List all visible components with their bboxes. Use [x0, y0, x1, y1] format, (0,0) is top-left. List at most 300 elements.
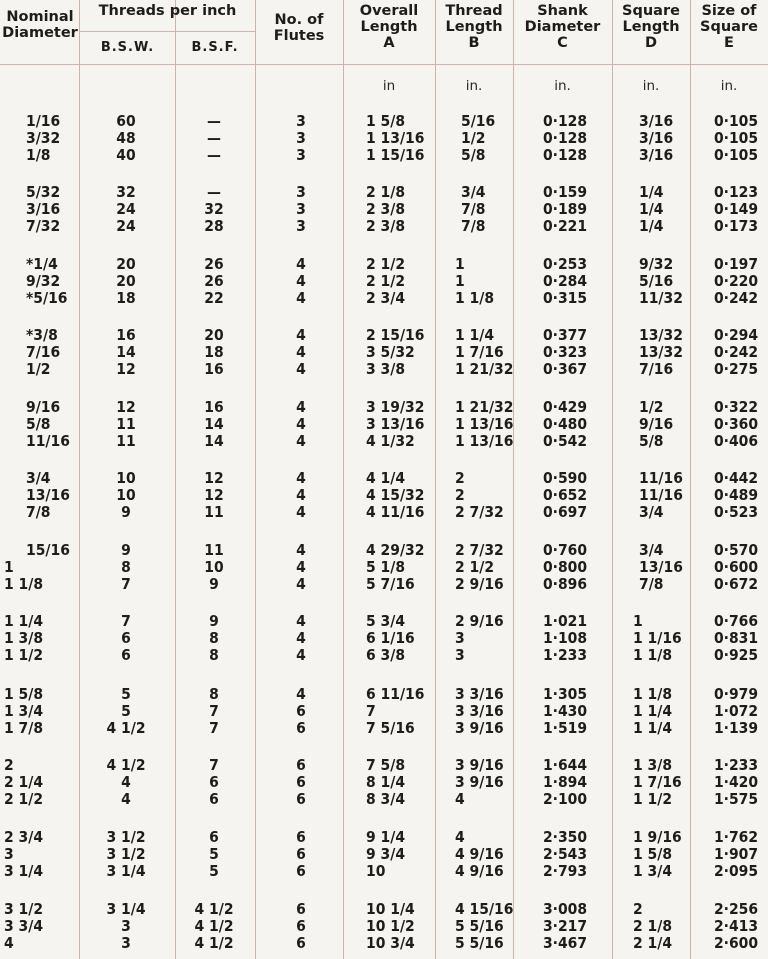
- cell-bsf: 28: [204, 217, 224, 235]
- header-bsw: B.S.W.: [100, 40, 155, 55]
- cell-shank-diameter: 1·108: [542, 629, 588, 647]
- cell-shank-diameter: 3·467: [542, 934, 588, 952]
- cell-shank-diameter: 0·189: [542, 200, 588, 218]
- cell-bsw: 9: [121, 503, 131, 521]
- cell-size-of-square: 0·600: [713, 558, 759, 576]
- cell-square-length: 3/16: [639, 146, 674, 164]
- cell-square-length: 1/4: [639, 217, 664, 235]
- cell-bsf: 8: [209, 646, 219, 664]
- cell-nominal-diameter: 1 1/4: [4, 612, 44, 630]
- cell-shank-diameter: 2·100: [542, 790, 588, 808]
- cell-shank-diameter: 1·519: [542, 719, 588, 737]
- cell-bsw: 5: [121, 702, 131, 720]
- cell-size-of-square: 0·979: [713, 685, 759, 703]
- cell-shank-diameter: 0·159: [542, 183, 588, 201]
- cell-bsf: 10: [204, 558, 224, 576]
- cell-bsf: 8: [209, 629, 219, 647]
- cell-shank-diameter: 1·894: [542, 773, 588, 791]
- cell-square-length: 1 1/4: [633, 719, 673, 737]
- cell-overall-length: 5 7/16: [366, 575, 415, 593]
- cell-flutes: 6: [296, 917, 306, 935]
- cell-thread-length: 3 9/16: [455, 773, 504, 791]
- cell-bsf: 8: [209, 685, 219, 703]
- cell-shank-diameter: 3·217: [542, 917, 588, 935]
- cell-overall-length: 6 11/16: [366, 685, 425, 703]
- cell-nominal-diameter: 3: [4, 845, 14, 863]
- cell-shank-diameter: 1·233: [542, 646, 588, 664]
- cell-overall-length: 5 1/8: [366, 558, 406, 576]
- cell-overall-length: 4 29/32: [366, 541, 425, 559]
- cell-square-length: 1/2: [639, 398, 664, 416]
- cell-nominal-diameter: 1 7/8: [4, 719, 44, 737]
- cell-square-length: 7/8: [639, 575, 664, 593]
- unit-thread-length: in.: [465, 78, 483, 94]
- cell-bsw: 5: [121, 685, 131, 703]
- cell-overall-length: 1 13/16: [366, 129, 425, 147]
- cell-thread-length: 2 7/32: [455, 541, 504, 559]
- cell-thread-length: 1 7/16: [455, 343, 504, 361]
- column-rule: [175, 0, 176, 959]
- cell-shank-diameter: 1·305: [542, 685, 588, 703]
- cell-overall-length: 10 1/2: [366, 917, 415, 935]
- cell-size-of-square: 2·256: [713, 900, 759, 918]
- cell-size-of-square: 2·413: [713, 917, 759, 935]
- cell-size-of-square: 2·600: [713, 934, 759, 952]
- cell-flutes: 6: [296, 845, 306, 863]
- cell-overall-length: 4 1/4: [366, 469, 406, 487]
- cell-nominal-diameter: 15/16: [26, 541, 70, 559]
- cell-nominal-diameter: 1/16: [26, 112, 61, 130]
- cell-flutes: 6: [296, 900, 306, 918]
- cell-bsw: 3 1/4: [106, 900, 146, 918]
- cell-bsf: 22: [204, 289, 224, 307]
- cell-square-length: 3/4: [639, 503, 664, 521]
- cell-bsw: 32: [116, 183, 136, 201]
- unit-shank-diameter: in.: [554, 78, 571, 94]
- cell-shank-diameter: 0·323: [542, 343, 588, 361]
- cell-size-of-square: 0·570: [713, 541, 759, 559]
- cell-flutes: 4: [296, 360, 306, 378]
- cell-bsw: 4: [121, 773, 131, 791]
- cell-shank-diameter: 1·644: [542, 756, 588, 774]
- cell-bsf: 4 1/2: [194, 917, 234, 935]
- cell-nominal-diameter: 1 3/8: [4, 629, 44, 647]
- cell-size-of-square: 0·294: [713, 326, 759, 344]
- cell-bsf: 5: [209, 845, 219, 863]
- cell-nominal-diameter: 1 1/2: [4, 646, 44, 664]
- cell-bsf: —: [207, 112, 221, 130]
- cell-thread-length: 3: [455, 629, 465, 647]
- cell-thread-length: 1/2: [461, 129, 486, 147]
- cell-overall-length: 7 5/16: [366, 719, 415, 737]
- cell-bsf: 9: [209, 575, 219, 593]
- cell-square-length: 1 1/16: [633, 629, 682, 647]
- cell-bsf: 20: [204, 326, 224, 344]
- cell-overall-length: 2 3/8: [366, 217, 406, 235]
- cell-thread-length: 3: [455, 646, 465, 664]
- cell-overall-length: 2 3/4: [366, 289, 406, 307]
- cell-bsw: 4 1/2: [106, 719, 146, 737]
- threads-header-rule: [80, 31, 255, 32]
- cell-shank-diameter: 0·697: [542, 503, 588, 521]
- cell-bsw: 20: [116, 255, 136, 273]
- cell-bsw: 3 1/2: [106, 845, 146, 863]
- cell-flutes: 6: [296, 756, 306, 774]
- cell-shank-diameter: 3·008: [542, 900, 588, 918]
- cell-bsw: 3 1/2: [106, 828, 146, 846]
- cell-thread-length: 1: [455, 272, 465, 290]
- cell-flutes: 4: [296, 469, 306, 487]
- cell-overall-length: 10 3/4: [366, 934, 415, 952]
- cell-nominal-diameter: 2 1/4: [4, 773, 44, 791]
- cell-overall-length: 2 1/2: [366, 272, 406, 290]
- cell-bsf: —: [207, 129, 221, 147]
- column-rule: [255, 0, 256, 959]
- cell-thread-length: 3 9/16: [455, 719, 504, 737]
- unit-square-length: in.: [642, 78, 660, 94]
- cell-flutes: 4: [296, 503, 306, 521]
- cell-thread-length: 1 21/32: [455, 360, 514, 378]
- cell-square-length: 13/16: [639, 558, 683, 576]
- cell-shank-diameter: 0·590: [542, 469, 588, 487]
- cell-size-of-square: 0·105: [713, 112, 759, 130]
- cell-square-length: 1: [633, 612, 643, 630]
- cell-overall-length: 10: [366, 862, 386, 880]
- cell-nominal-diameter: 4: [4, 934, 14, 952]
- cell-nominal-diameter: *3/8: [26, 326, 58, 344]
- cell-bsf: 14: [204, 415, 224, 433]
- cell-bsw: 16: [116, 326, 136, 344]
- cell-overall-length: 8 3/4: [366, 790, 406, 808]
- cell-nominal-diameter: 3/32: [26, 129, 61, 147]
- cell-thread-length: 1: [455, 255, 465, 273]
- cell-size-of-square: 2·095: [713, 862, 759, 880]
- cell-flutes: 6: [296, 862, 306, 880]
- cell-thread-length: 5/8: [461, 146, 486, 164]
- cell-nominal-diameter: 2 3/4: [4, 828, 44, 846]
- cell-shank-diameter: 1·021: [542, 612, 588, 630]
- cell-bsw: 11: [116, 432, 136, 450]
- cell-overall-length: 7: [366, 702, 376, 720]
- cell-bsf: 6: [209, 790, 219, 808]
- cell-size-of-square: 0·442: [713, 469, 759, 487]
- cell-flutes: 6: [296, 719, 306, 737]
- cell-flutes: 4: [296, 289, 306, 307]
- header-thread-length: Thread Length B: [445, 3, 503, 51]
- cell-bsw: 18: [116, 289, 136, 307]
- cell-thread-length: 5 5/16: [455, 934, 504, 952]
- cell-square-length: 11/16: [639, 469, 683, 487]
- unit-size-of-square: in.: [720, 78, 738, 94]
- cell-nominal-diameter: 1/2: [26, 360, 51, 378]
- cell-flutes: 4: [296, 558, 306, 576]
- cell-square-length: 2 1/4: [633, 934, 673, 952]
- cell-thread-length: 4 9/16: [455, 862, 504, 880]
- cell-square-length: 1 1/4: [633, 702, 673, 720]
- cell-bsf: 7: [209, 702, 219, 720]
- cell-nominal-diameter: 13/16: [26, 486, 70, 504]
- cell-square-length: 2: [633, 900, 643, 918]
- cell-thread-length: 2: [455, 469, 465, 487]
- cell-size-of-square: 0·123: [713, 183, 759, 201]
- cell-bsw: 8: [121, 558, 131, 576]
- cell-shank-diameter: 0·896: [542, 575, 588, 593]
- cell-square-length: 11/16: [639, 486, 683, 504]
- cell-bsf: 9: [209, 612, 219, 630]
- cell-flutes: 4: [296, 486, 306, 504]
- header-nominal-diameter: Nominal Diameter: [2, 9, 78, 41]
- cell-flutes: 6: [296, 790, 306, 808]
- cell-bsw: 40: [116, 146, 136, 164]
- cell-size-of-square: 0·672: [713, 575, 759, 593]
- cell-size-of-square: 1·420: [713, 773, 759, 791]
- cell-thread-length: 3 9/16: [455, 756, 504, 774]
- cell-nominal-diameter: 11/16: [26, 432, 70, 450]
- cell-bsw: 12: [116, 360, 136, 378]
- cell-thread-length: 4: [455, 828, 465, 846]
- cell-shank-diameter: 0·128: [542, 129, 588, 147]
- cell-overall-length: 10 1/4: [366, 900, 415, 918]
- cell-shank-diameter: 1·430: [542, 702, 588, 720]
- cell-thread-length: 4 9/16: [455, 845, 504, 863]
- cell-nominal-diameter: *5/16: [26, 289, 68, 307]
- cell-thread-length: 7/8: [461, 200, 486, 218]
- cell-flutes: 4: [296, 432, 306, 450]
- cell-bsf: 5: [209, 862, 219, 880]
- cell-shank-diameter: 0·221: [542, 217, 588, 235]
- cell-size-of-square: 1·233: [713, 756, 759, 774]
- cell-size-of-square: 0·242: [713, 343, 759, 361]
- cell-bsf: 11: [204, 541, 224, 559]
- cell-square-length: 1 3/4: [633, 862, 673, 880]
- cell-nominal-diameter: 1/8: [26, 146, 51, 164]
- cell-thread-length: 2 9/16: [455, 575, 504, 593]
- cell-size-of-square: 1·575: [713, 790, 759, 808]
- cell-bsf: 12: [204, 486, 224, 504]
- cell-bsf: 16: [204, 398, 224, 416]
- cell-thread-length: 3 3/16: [455, 702, 504, 720]
- cell-bsw: 3: [121, 917, 131, 935]
- cell-bsf: 7: [209, 719, 219, 737]
- cell-flutes: 3: [296, 129, 306, 147]
- cell-bsw: 4 1/2: [106, 756, 146, 774]
- cell-square-length: 9/16: [639, 415, 674, 433]
- cell-overall-length: 3 3/8: [366, 360, 406, 378]
- cell-flutes: 3: [296, 112, 306, 130]
- cell-bsf: 4 1/2: [194, 934, 234, 952]
- cell-overall-length: 4 1/32: [366, 432, 415, 450]
- column-rule: [612, 0, 613, 959]
- cell-overall-length: 6 1/16: [366, 629, 415, 647]
- cell-thread-length: 5 5/16: [455, 917, 504, 935]
- cell-shank-diameter: 0·760: [542, 541, 588, 559]
- cell-overall-length: 4 11/16: [366, 503, 425, 521]
- cell-nominal-diameter: 3/16: [26, 200, 61, 218]
- cell-square-length: 1 3/8: [633, 756, 673, 774]
- cell-bsw: 10: [116, 469, 136, 487]
- cell-flutes: 4: [296, 612, 306, 630]
- cell-bsf: 26: [204, 272, 224, 290]
- cell-overall-length: 2 15/16: [366, 326, 425, 344]
- cell-flutes: 4: [296, 541, 306, 559]
- cell-thread-length: 1 13/16: [455, 432, 514, 450]
- cell-shank-diameter: 0·480: [542, 415, 588, 433]
- cell-bsw: 7: [121, 575, 131, 593]
- cell-flutes: 6: [296, 828, 306, 846]
- cell-shank-diameter: 0·652: [542, 486, 588, 504]
- cell-overall-length: 3 13/16: [366, 415, 425, 433]
- cell-shank-diameter: 2·350: [542, 828, 588, 846]
- cell-overall-length: 3 5/32: [366, 343, 415, 361]
- cell-overall-length: 9 3/4: [366, 845, 406, 863]
- cell-bsf: 6: [209, 828, 219, 846]
- cell-size-of-square: 0·406: [713, 432, 759, 450]
- cell-bsw: 4: [121, 790, 131, 808]
- cell-thread-length: 2 1/2: [455, 558, 495, 576]
- cell-bsw: 48: [116, 129, 136, 147]
- cell-flutes: 4: [296, 685, 306, 703]
- cell-shank-diameter: 0·377: [542, 326, 588, 344]
- cell-thread-length: 3/4: [461, 183, 486, 201]
- header-size-of-square: Size of Square E: [700, 3, 758, 51]
- column-rule: [343, 0, 344, 959]
- cell-bsw: 24: [116, 217, 136, 235]
- cell-bsw: 9: [121, 541, 131, 559]
- cell-square-length: 1 7/16: [633, 773, 682, 791]
- cell-flutes: 4: [296, 326, 306, 344]
- cell-thread-length: 1 1/8: [455, 289, 495, 307]
- cell-bsf: 26: [204, 255, 224, 273]
- cell-bsw: 11: [116, 415, 136, 433]
- cell-square-length: 11/32: [639, 289, 683, 307]
- cell-bsf: —: [207, 183, 221, 201]
- cell-overall-length: 9 1/4: [366, 828, 406, 846]
- cell-thread-length: 4: [455, 790, 465, 808]
- cell-bsw: 14: [116, 343, 136, 361]
- cell-flutes: 3: [296, 217, 306, 235]
- cell-bsw: 6: [121, 646, 131, 664]
- header-rule: [0, 64, 768, 65]
- cell-square-length: 3/16: [639, 112, 674, 130]
- cell-size-of-square: 0·220: [713, 272, 759, 290]
- cell-overall-length: 8 1/4: [366, 773, 406, 791]
- cell-flutes: 4: [296, 575, 306, 593]
- cell-thread-length: 4 15/16: [455, 900, 514, 918]
- cell-size-of-square: 0·925: [713, 646, 759, 664]
- cell-nominal-diameter: 1: [4, 558, 14, 576]
- cell-square-length: 5/16: [639, 272, 674, 290]
- cell-square-length: 1 5/8: [633, 845, 673, 863]
- header-bsf: B.S.F.: [191, 40, 239, 55]
- cell-square-length: 7/16: [639, 360, 674, 378]
- cell-shank-diameter: 0·284: [542, 272, 588, 290]
- cell-square-length: 1/4: [639, 183, 664, 201]
- cell-bsw: 6: [121, 629, 131, 647]
- cell-size-of-square: 0·149: [713, 200, 759, 218]
- cell-size-of-square: 0·173: [713, 217, 759, 235]
- cell-nominal-diameter: 2: [4, 756, 14, 774]
- cell-shank-diameter: 2·543: [542, 845, 588, 863]
- cell-thread-length: 1 21/32: [455, 398, 514, 416]
- cell-size-of-square: 0·489: [713, 486, 759, 504]
- cell-bsf: 12: [204, 469, 224, 487]
- cell-bsw: 20: [116, 272, 136, 290]
- cell-size-of-square: 0·105: [713, 146, 759, 164]
- cell-size-of-square: 1·139: [713, 719, 759, 737]
- cell-flutes: 4: [296, 629, 306, 647]
- cell-overall-length: 6 3/8: [366, 646, 406, 664]
- cell-flutes: 3: [296, 146, 306, 164]
- cell-bsf: 18: [204, 343, 224, 361]
- cell-size-of-square: 0·322: [713, 398, 759, 416]
- cell-size-of-square: 0·523: [713, 503, 759, 521]
- cell-nominal-diameter: 7/8: [26, 503, 51, 521]
- cell-nominal-diameter: *1/4: [26, 255, 58, 273]
- cell-square-length: 3/16: [639, 129, 674, 147]
- cell-overall-length: 2 3/8: [366, 200, 406, 218]
- cell-overall-length: 2 1/8: [366, 183, 406, 201]
- cell-square-length: 1 1/2: [633, 790, 673, 808]
- cell-flutes: 4: [296, 255, 306, 273]
- cell-shank-diameter: 0·367: [542, 360, 588, 378]
- cell-shank-diameter: 0·315: [542, 289, 588, 307]
- cell-size-of-square: 1·762: [713, 828, 759, 846]
- cell-size-of-square: 0·360: [713, 415, 759, 433]
- cell-size-of-square: 1·072: [713, 702, 759, 720]
- cell-nominal-diameter: 3 1/2: [4, 900, 44, 918]
- cell-shank-diameter: 0·429: [542, 398, 588, 416]
- cell-square-length: 13/32: [639, 326, 683, 344]
- header-overall-length: Overall Length A: [359, 3, 419, 51]
- cell-square-length: 1 1/8: [633, 646, 673, 664]
- cell-overall-length: 2 1/2: [366, 255, 406, 273]
- header-shank-diameter: Shank Diameter C: [524, 3, 601, 51]
- cell-nominal-diameter: 5/32: [26, 183, 61, 201]
- header-no-of-flutes: No. of Flutes: [273, 12, 325, 44]
- cell-thread-length: 7/8: [461, 217, 486, 235]
- cell-nominal-diameter: 3/4: [26, 469, 51, 487]
- cell-thread-length: 1 13/16: [455, 415, 514, 433]
- cell-bsw: 24: [116, 200, 136, 218]
- cell-flutes: 4: [296, 343, 306, 361]
- cell-bsw: 10: [116, 486, 136, 504]
- cell-flutes: 3: [296, 200, 306, 218]
- cell-square-length: 1 9/16: [633, 828, 682, 846]
- cell-size-of-square: 0·105: [713, 129, 759, 147]
- cell-bsw: 3 1/4: [106, 862, 146, 880]
- cell-bsw: 3: [121, 934, 131, 952]
- cell-flutes: 4: [296, 272, 306, 290]
- cell-thread-length: 5/16: [461, 112, 496, 130]
- cell-overall-length: 1 15/16: [366, 146, 425, 164]
- cell-shank-diameter: 0·253: [542, 255, 588, 273]
- cell-size-of-square: 0·766: [713, 612, 759, 630]
- cell-nominal-diameter: 3 3/4: [4, 917, 44, 935]
- cell-size-of-square: 0·197: [713, 255, 759, 273]
- cell-nominal-diameter: 2 1/2: [4, 790, 44, 808]
- cell-bsf: —: [207, 146, 221, 164]
- cell-bsw: 12: [116, 398, 136, 416]
- cell-shank-diameter: 0·128: [542, 146, 588, 164]
- cell-nominal-diameter: 7/16: [26, 343, 61, 361]
- column-rule: [79, 0, 80, 959]
- cell-shank-diameter: 0·542: [542, 432, 588, 450]
- cell-overall-length: 3 19/32: [366, 398, 425, 416]
- cell-flutes: 3: [296, 183, 306, 201]
- cell-nominal-diameter: 9/16: [26, 398, 61, 416]
- cell-square-length: 5/8: [639, 432, 664, 450]
- cell-size-of-square: 0·831: [713, 629, 759, 647]
